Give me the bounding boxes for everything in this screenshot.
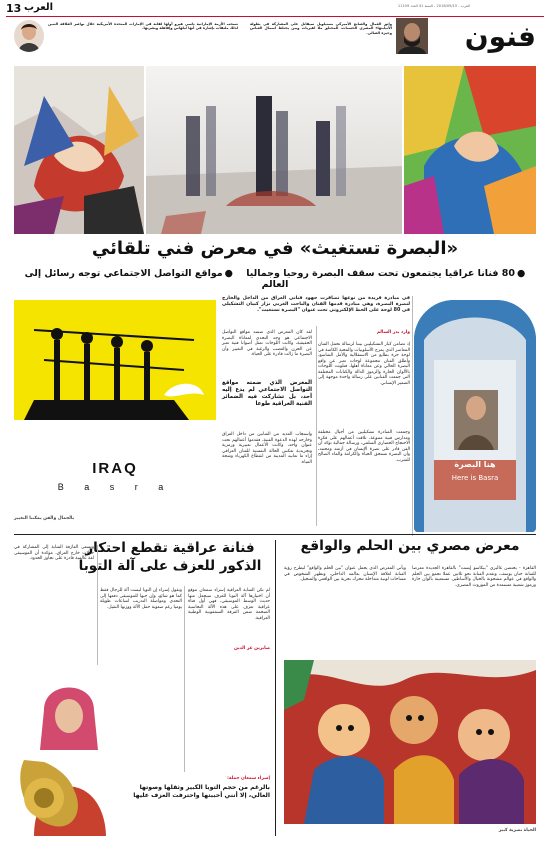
- byline-main: وارد بدر السالم: [376, 330, 410, 335]
- iraq-poster-caption: بالجمال والفن يمكننا التغيير: [14, 516, 75, 521]
- article-2-body-2: ويأتي المعرض الذي يحمل عنوان "بين الحلم والواقع" ليطرح رؤية الفنانة لعلاقة الإنسان بعالمه الداخلي، وتظهر الشخوص في مساحات لونية متداخلة تتحرك بحرية بين الواقعي والمتخيل.: [284, 566, 406, 582]
- main-lead: في مبادرة فريدة من نوعها تضافرت جهود فناني العراق من الداخل والخارج لنصرة البصرة، وهي مبادرة قدمها الفنان والباحث الغربي نزار كبيان التشكيلي في 80 لوحة على الخط الإلكتروني تحت عنوان "البصرة تستغيث".: [222, 296, 410, 313]
- main-col-right: إذ تضامن كبار التشكيليين بيننا لرسالة تحمل الفنان المعاصر الذي يمزج الأسلوبيات والمحنة الكامنة في لوحة حرة بطابع من الاستقلالية والأمل الشاسع، وأطلق الفنان مجموعة لوحات تعبر عن واقع البصرة الحالي وعن معاناة أهلها، فتلونت اللوحات بالألوان الحارة والرموز الدالة والكتابات المختلفة التي جمعت الفنانين على رسالة واحدة موجهة إلى الضمير الإنساني.: [318, 342, 410, 386]
- article-3-body-3: وتسعى العازفة الشابة إلى المشاركة في حفلات خارج العراق، مؤكدة أن الموسيقى لغة عالمية قادرة على تجاوز الحدود.: [14, 545, 94, 561]
- left-teaser-photo: [14, 20, 44, 52]
- article-2-body-1: القاهرة - يحتضن غاليري "بيكاسو إيست" بالقاهرة الجديدة معرضا للفنانة حنان يوسف، وتقدم الفنانة نحو ثلاثين عملا تجمع بين الحلم والواقع في عوالم مشحونة بالخيال والأساطير، مستعينة بألوان حارة ورموز شعبية مستمدة من الموروث المصري.: [412, 566, 536, 588]
- main-subtitles: [14, 268, 536, 290]
- quote-name: إسراء سمعان جملة:: [227, 776, 270, 781]
- masthead-logo: العرب: [24, 2, 54, 13]
- main-col-left: لقد كان المعرض الذي ضمته مواقع التواصل الاجتماعي هو وجه التحدي لمعاناة البصرة الحقيقية، وكانت اللوحات تمثل أصواتا فنية تعبر عن الحزن والغضب والرغبة في التغيير وأن البصرة ما زالت قادرة على الحياة.: [222, 330, 312, 357]
- left-teaser[interactable]: تسحب الأزمة الإماراتية تاسي هيرو أولها لفانة في الإمارات المتحدة الأمريكية خلال نواصر العلاقة الثنين لذلك ملتقات بإشارة في أنها لبلهاس وإفاهلة وبشرتها.: [48, 22, 238, 31]
- pull-quote: المعرض الذي ضمته مواقع التواصل الاجتماعي لم يدع إليه أحد، بل تشاركت فيه الضمائر الفنية العراقية طوعا: [222, 380, 312, 407]
- subtitle-1: ● 80 فنانا عراقيا يجتمعون تحت سقف البصرة روحيا وجماليا: [246, 268, 525, 279]
- tuba-player-photo: [14, 670, 124, 836]
- quote-box: [128, 776, 270, 832]
- article-3-byline: صابرين عز الدين: [234, 646, 270, 651]
- main-col-left-2: واستجاب العديد من الفنانين من داخل العراق وخارجه لهذه الدعوة الفنية، فقدموا أعمالهم تحت عنوان واحد، وكانت الأعمال تعبيرية ورمزية وتجريدية تعكس الحالة النفسية للفنان العراقي إزاء ما تعانيه المدينة من انقطاع الكهرباء وشحة المياه.: [222, 432, 312, 465]
- poster-iraq-word: IRAQ: [92, 460, 138, 477]
- subtitle-2: ● مواقع التواصل الاجتماعي توجه رسائل إلى العالم: [25, 268, 289, 290]
- painting-center: [146, 66, 402, 234]
- article-2-painting: [284, 660, 536, 824]
- section-title: فنون: [464, 20, 536, 53]
- section-divider: [14, 534, 536, 535]
- main-col-right-2: وجمعت المبادرة تشكيليين من أجيال مختلفة ومدارس فنية متنوعة، تلاقت أعمالهم على فكرة الاحتجاج الحضاري السلمي، ورسالة جمالية تؤكد أن الفن قادر على نصرة الإنسان في أزمته ومحنته، وأن البصرة تستحق الحياة والكرامة والماء الصالح للشرب.: [318, 430, 410, 463]
- issue-line: العرب - 2018/09/15 - السنة 41 العدد 11109: [397, 4, 470, 8]
- poster-arabic-title: هنا البصرة: [454, 460, 496, 469]
- article-2-title[interactable]: معرض مصري بين الحلم والواقع: [300, 538, 520, 554]
- article-2-caption: الحياة بصرية كبير: [498, 828, 536, 833]
- painting-right: [404, 66, 536, 234]
- header-rule: [6, 16, 544, 17]
- right-teaser-photo: [396, 18, 428, 54]
- article-3-title[interactable]: فنانة عراقية تقطع احتكار الذكور للعزف على آلة التوبا: [78, 540, 262, 574]
- quote-text: بالرغم من حجم التوبا الكبير وثقلها وصوتها العالي، إلا أنني أحببتها واحترفت العزف عليها: [133, 784, 270, 800]
- poster-english-title: Here is Basra: [451, 474, 499, 482]
- poster-basra-word: B a s r a: [57, 482, 173, 492]
- poster-here-is-basra: [414, 300, 536, 532]
- page-number: 13: [6, 2, 22, 15]
- right-teaser[interactable]: واثق العمال والصانع الأميركي بستيلويل سيقاتل على المشاركة في بطولة الأنيابنهاء المصري الحسنات، المحتلق ملا اهيريات وبين يختلط اسمال العباس وجيزة الضالي.: [250, 22, 392, 35]
- article-3-body-1: لم تكن الشابة العراقية إسراء سمعان تتوقع أن اختيارها آلة التوبا للعزف سيجعل منها حديث الوسط الموسيقي، فهي أول فتاة عراقية تعزف على هذه الآلة النحاسية الضخمة ضمن الفرقة السمفونية الوطنية العراقية.: [188, 588, 270, 621]
- article-3-body-2: وتقول إسراء إن التوبا ليست آلة للرجال فقط كما هو شائع، وإن حبها للموسيقى دفعها إلى التحدي ومواصلة التدريب لساعات طويلة يوميا رغم صعوبة حمل الآلة ووزنها الثقيل.: [100, 588, 182, 610]
- main-headline[interactable]: «البصرة تستغيث» في معرض فني تلقائي: [91, 238, 459, 259]
- painting-left: [14, 66, 144, 234]
